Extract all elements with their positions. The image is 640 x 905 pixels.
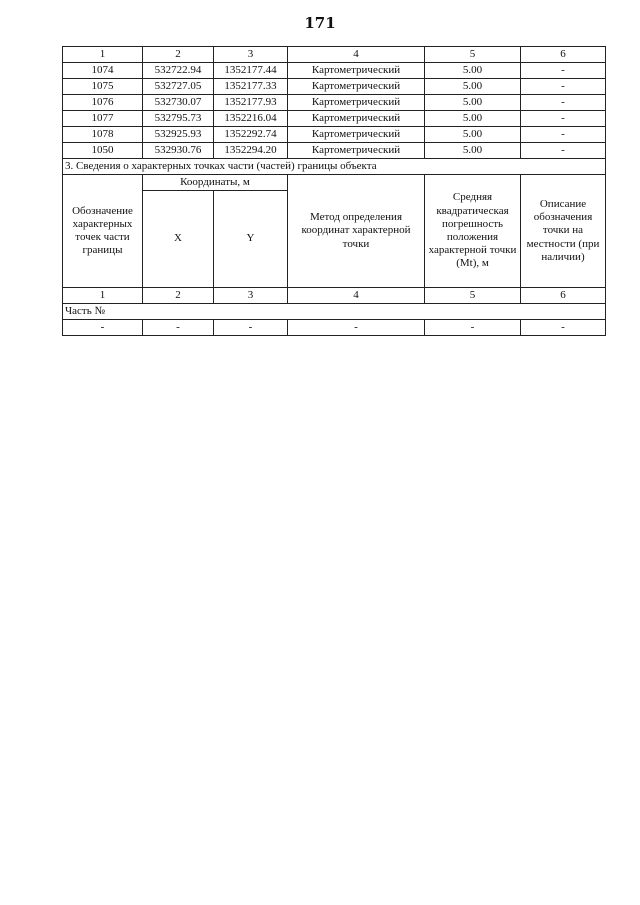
empty-cell: -	[521, 320, 606, 336]
accuracy: 5.00	[425, 95, 521, 111]
table-row	[63, 143, 606, 159]
col-x: X	[143, 191, 214, 288]
number-cell: 3	[214, 288, 288, 304]
coord-y: 1352294.20	[214, 143, 288, 159]
part-label: Часть №	[63, 304, 606, 320]
method: Картометрический	[288, 143, 425, 159]
number-cell: 5	[425, 288, 521, 304]
method: Картометрический	[288, 111, 425, 127]
section-numbers-row	[63, 288, 606, 304]
coordinates-table	[62, 46, 606, 336]
empty-cell: -	[63, 320, 143, 336]
coord-y: 1352292.74	[214, 127, 288, 143]
number-cell: 2	[143, 288, 214, 304]
coord-x: 532930.76	[143, 143, 214, 159]
point-id: 1078	[63, 127, 143, 143]
col-point-designation: Обозначение характерных точек части границы	[63, 175, 143, 288]
description: -	[521, 143, 606, 159]
coord-x: 532727.05	[143, 79, 214, 95]
col-method: Метод определения координат характерной точки	[288, 175, 425, 288]
point-id: 1050	[63, 143, 143, 159]
header-cell: 2	[143, 47, 214, 63]
point-id: 1077	[63, 111, 143, 127]
method: Картометрический	[288, 63, 425, 79]
table-row	[63, 79, 606, 95]
description: -	[521, 79, 606, 95]
table-row	[63, 127, 606, 143]
table-row	[63, 111, 606, 127]
header-cell: 1	[63, 47, 143, 63]
coord-x: 532925.93	[143, 127, 214, 143]
part-label-row	[63, 304, 606, 320]
description: -	[521, 95, 606, 111]
empty-cell: -	[425, 320, 521, 336]
number-cell: 6	[521, 288, 606, 304]
section-header-row	[63, 175, 606, 191]
method: Картометрический	[288, 79, 425, 95]
empty-row	[63, 320, 606, 336]
point-id: 1074	[63, 63, 143, 79]
number-cell: 4	[288, 288, 425, 304]
header-cell: 6	[521, 47, 606, 63]
coord-y: 1352177.93	[214, 95, 288, 111]
col-description: Описание обозначения точки на местности (при наличии)	[521, 175, 606, 288]
coord-y: 1352177.33	[214, 79, 288, 95]
method: Картометрический	[288, 95, 425, 111]
coord-y: 1352177.44	[214, 63, 288, 79]
point-id: 1075	[63, 79, 143, 95]
accuracy: 5.00	[425, 79, 521, 95]
description: -	[521, 111, 606, 127]
description: -	[521, 63, 606, 79]
empty-cell: -	[214, 320, 288, 336]
empty-cell: -	[143, 320, 214, 336]
col-coordinates: Координаты, м	[143, 175, 288, 191]
coord-y: 1352216.04	[214, 111, 288, 127]
table-row	[63, 63, 606, 79]
page-number: 171	[304, 14, 336, 32]
header-cell: 5	[425, 47, 521, 63]
header-cell: 3	[214, 47, 288, 63]
header-cell: 4	[288, 47, 425, 63]
coord-x: 532730.07	[143, 95, 214, 111]
number-cell: 1	[63, 288, 143, 304]
accuracy: 5.00	[425, 111, 521, 127]
method: Картометрический	[288, 127, 425, 143]
coord-x: 532722.94	[143, 63, 214, 79]
section-title-row	[63, 159, 606, 175]
col-accuracy: Средняя квадратическая погрешность положения характерной точки (Mt), м	[425, 175, 521, 288]
accuracy: 5.00	[425, 63, 521, 79]
section-title: 3. Сведения о характерных точках части (частей) границы объекта	[63, 159, 606, 175]
point-id: 1076	[63, 95, 143, 111]
col-y: Y	[214, 191, 288, 288]
accuracy: 5.00	[425, 143, 521, 159]
description: -	[521, 127, 606, 143]
table-row	[63, 95, 606, 111]
coord-x: 532795.73	[143, 111, 214, 127]
accuracy: 5.00	[425, 127, 521, 143]
empty-cell: -	[288, 320, 425, 336]
top-header-row	[63, 47, 606, 63]
